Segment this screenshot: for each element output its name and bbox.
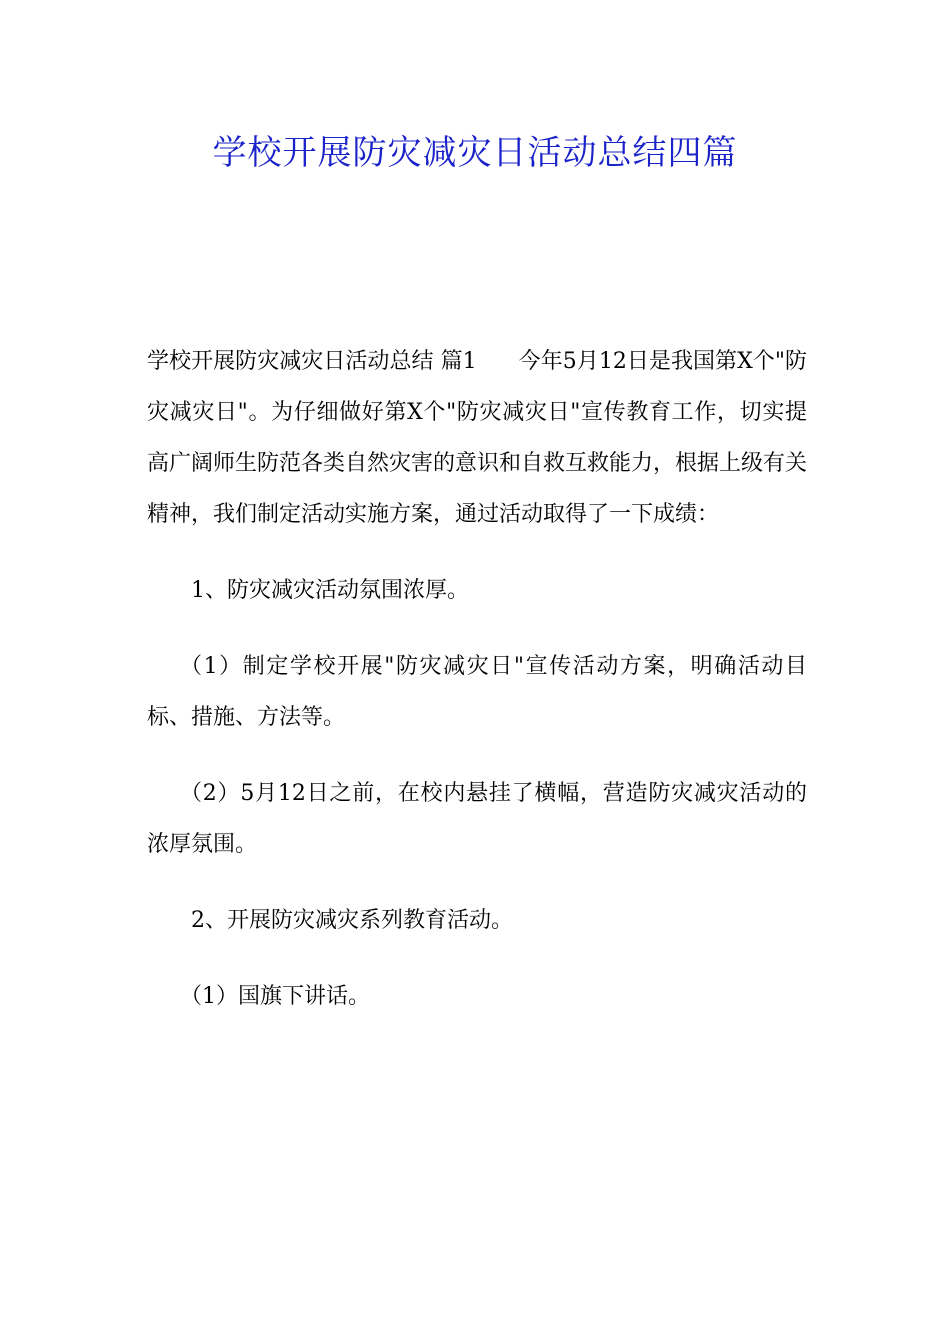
document-title: 学校开展防灾减灾日活动总结四篇 [212,133,738,173]
intro-text: 今年5月12日是我国第X个"防灾减灾日"。为仔细做好第X个"防灾减灾日"宣传教育工作，切实提高广阔师生防范各类自然灾害的意识和自救互救能力，根据上级有关精神，我们制定活动实施方案，通过活动取得了一下成绩： [147,349,808,527]
section-heading: 学校开展防灾减灾日活动总结 篇1 [147,349,477,374]
paragraph-item-1-1: （1）制定学校开展"防灾减灾日"宣传活动方案，明确活动目标、措施、方法等。 [147,654,807,730]
paragraph-item-2-1: （1）国旗下讲话。 [180,984,370,1009]
paragraph-item-1-2: （2）5月12日之前，在校内悬挂了横幅，营造防灾减灾活动的浓厚氛围。 [147,781,807,857]
paragraph-item-2: 2、开展防灾减灾系列教育活动。 [191,908,513,933]
document-body [147,336,807,1047]
intro-paragraph [147,336,807,540]
paragraph-item-1: 1、防灾减灾活动氛围浓厚。 [191,578,469,603]
